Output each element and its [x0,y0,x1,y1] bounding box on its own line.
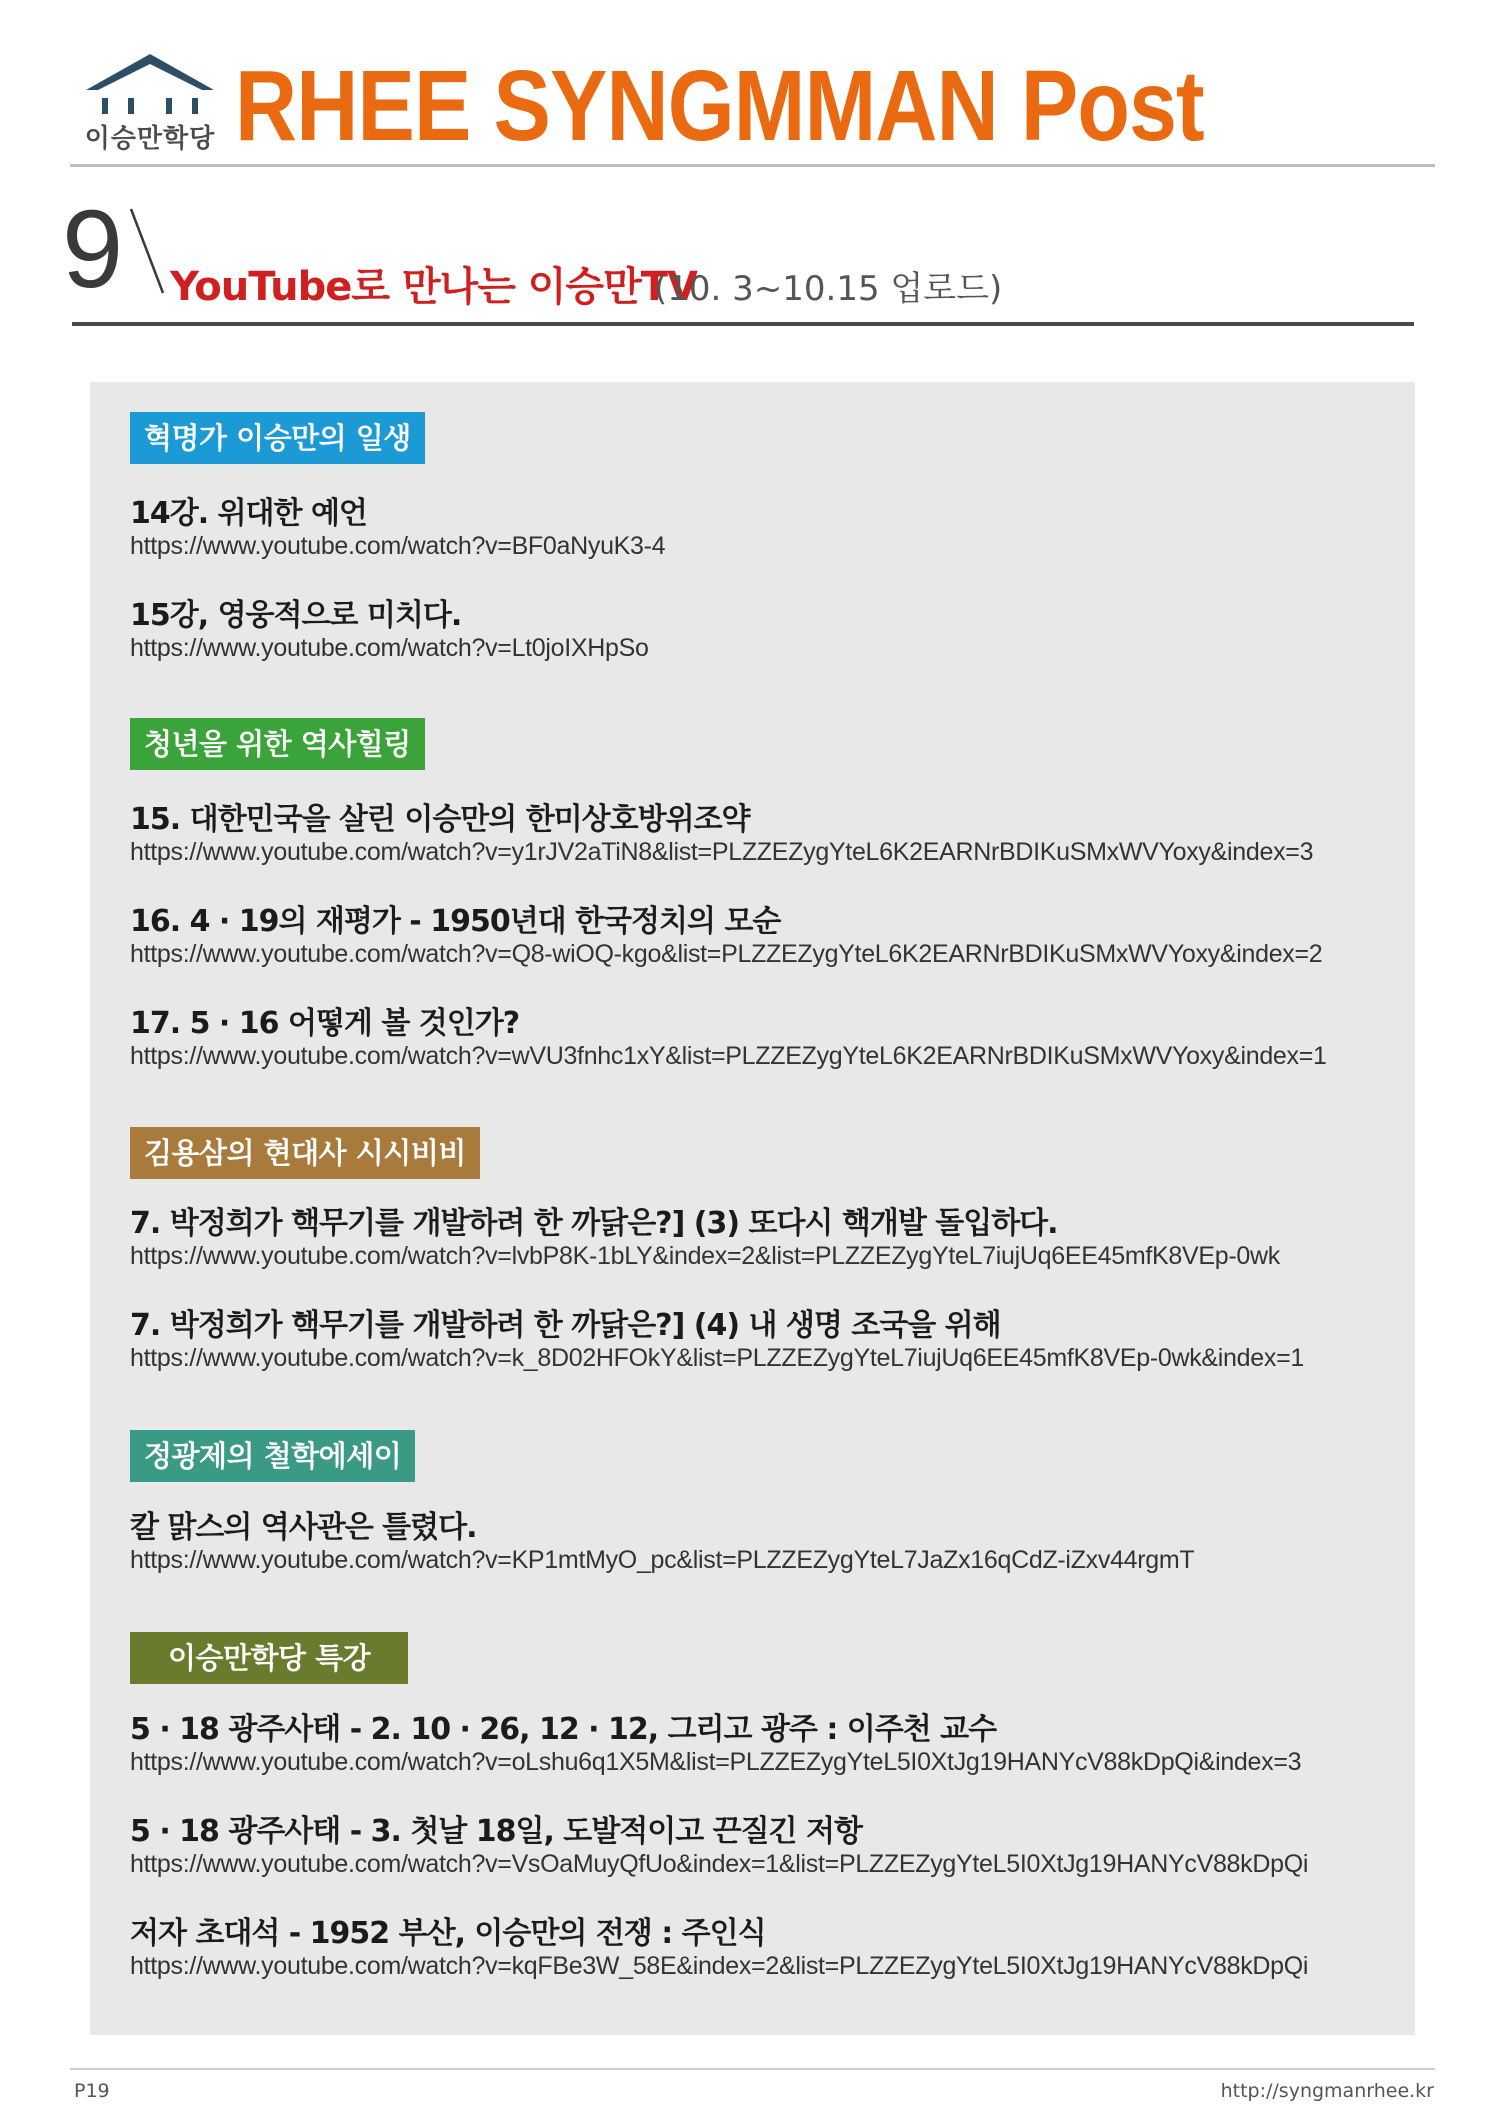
section-divider [72,322,1414,326]
section-title: YouTube로 만나는 이승만TV [170,264,697,310]
video-title: 14강. 위대한 예언 [130,496,367,531]
video-title: 15. 대한민국을 살린 이승만의 한미상호방위조약 [130,802,750,837]
video-link[interactable]: https://www.youtube.com/watch?v=VsOaMuyQfUo&index=1&list=PLZZEZygYteL5I0XtJg19HANYcV88kDpQi [130,1850,1309,1878]
video-title: 15강, 영웅적으로 미치다. [130,598,462,633]
video-title: 7. 박정희가 핵무기를 개발하려 한 까닭은?] (4) 내 생명 조국을 위해 [130,1308,1001,1343]
backslash-divider-icon [127,207,167,297]
section-subtitle: (10. 3~10.15 업로드) [654,269,1003,309]
site-url[interactable]: http://syngmanrhee.kr [1220,2080,1434,2102]
video-title: 7. 박정희가 핵무기를 개발하려 한 까닭은?] (3) 또다시 핵개발 돌입하다. [130,1206,1058,1241]
category-label: 정광제의 철학에세이 [130,1430,415,1482]
category-label: 청년을 위한 역사힐링 [130,718,425,770]
video-title: 5 · 18 광주사태 - 2. 10 · 26, 12 · 12, 그리고 광주 : 이주천 교수 [130,1712,997,1747]
footer-divider [70,2068,1435,2070]
video-title: 칼 맑스의 역사관은 틀렸다. [130,1510,477,1545]
video-link[interactable]: https://www.youtube.com/watch?v=wVU3fnhc1xY&list=PLZZEZygYteL6K2EARNrBDIKuSMxWVYoxy&index=1 [130,1042,1327,1070]
page-number: P19 [74,2080,110,2102]
academy-roof-icon [82,50,218,118]
video-link[interactable]: https://www.youtube.com/watch?v=Q8-wiOQ-kgo&list=PLZZEZygYteL6K2EARNrBDIKuSMxWVYoxy&index=2 [130,940,1323,968]
video-list-panel [90,382,1415,2035]
page-header [70,48,1432,168]
section-heading [62,188,1412,325]
video-link[interactable]: https://www.youtube.com/watch?v=kqFBe3W_58E&index=2&list=PLZZEZygYteL5I0XtJg19HANYcV88kDpQi [130,1952,1309,1980]
video-title: 5 · 18 광주사태 - 3. 첫날 18일, 도발적이고 끈질긴 저항 [130,1814,862,1849]
video-link[interactable]: https://www.youtube.com/watch?v=oLshu6q1X5M&list=PLZZEZygYteL5I0XtJg19HANYcV88kDpQi&index=3 [130,1748,1302,1776]
video-link[interactable]: https://www.youtube.com/watch?v=Lt0joIXHpSo [130,634,649,662]
video-link[interactable]: https://www.youtube.com/watch?v=KP1mtMyO_pc&list=PLZZEZygYteL7JaZx16qCdZ-iZxv44rgmT [130,1546,1195,1574]
video-title: 17. 5 · 16 어떻게 볼 것인가? [130,1006,520,1041]
category-label: 이승만학당 특강 [130,1632,408,1684]
video-title: 저자 초대석 - 1952 부산, 이승만의 전쟁 : 주인식 [130,1916,766,1951]
video-link[interactable]: https://www.youtube.com/watch?v=k_8D02HFOkY&list=PLZZEZygYteL7iujUq6EE45mfK8VEp-0wk&index=1 [130,1344,1304,1372]
category-label: 김용삼의 현대사 시시비비 [130,1127,480,1179]
video-link[interactable]: https://www.youtube.com/watch?v=lvbP8K-1bLY&index=2&list=PLZZEZygYteL7iujUq6EE45mfK8VEp-0wk [130,1242,1280,1270]
video-title: 16. 4 · 19의 재평가 - 1950년대 한국정치의 모순 [130,904,781,939]
video-link[interactable]: https://www.youtube.com/watch?v=y1rJV2aTiN8&list=PLZZEZygYteL6K2EARNrBDIKuSMxWVYoxy&index=3 [130,838,1314,866]
category-label: 혁명가 이승만의 일생 [130,412,425,464]
video-link[interactable]: https://www.youtube.com/watch?v=BF0aNyuK3-4 [130,532,666,560]
masthead-title: RHEE SYNGMMAN Post [235,50,1204,162]
logo-text: 이승만학당 [84,124,216,154]
header-divider [70,164,1435,167]
section-number: 9 [62,188,124,311]
logo [70,48,230,158]
